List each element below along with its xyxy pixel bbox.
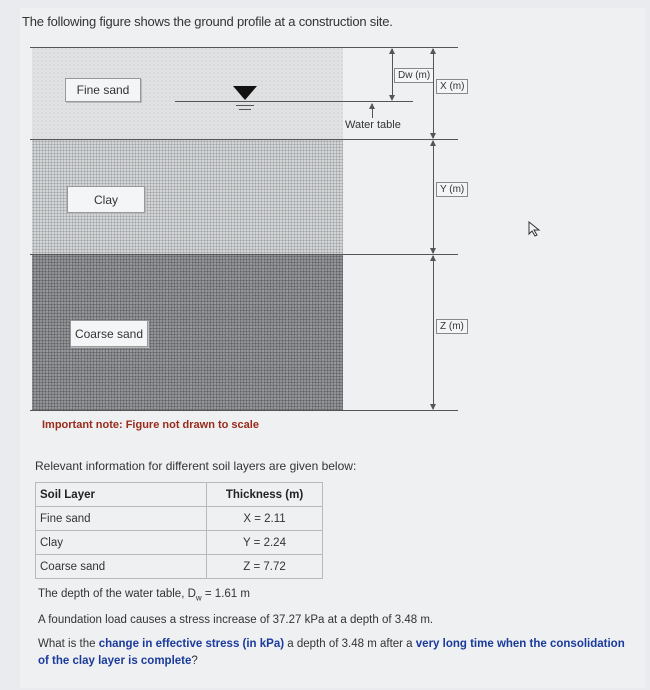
y-dimension-line [433, 141, 434, 253]
dw-dimension-line [392, 49, 393, 99]
clay-label: Clay [67, 186, 145, 213]
water-table-depth-text [38, 588, 250, 602]
x-label: X (m) [436, 79, 468, 94]
header-soil-layer: Soil Layer [36, 483, 207, 507]
x-arrow-down-icon [430, 133, 436, 139]
bottom-boundary [30, 410, 458, 411]
table-row [36, 555, 323, 579]
soil-thickness-table [35, 482, 323, 579]
question-emphasis: very long time when the consolidation of the clay layer is complete [38, 638, 625, 667]
cell-layer: Fine sand [36, 507, 207, 531]
load-text: A foundation load causes a stress increase of 37.27 kPa at a depth of 3.48 m. [38, 614, 434, 626]
wt-subscript: w [195, 593, 202, 603]
fine-sand-label: Fine sand [65, 78, 141, 102]
dw-arrow-up-icon [389, 48, 395, 54]
mouse-cursor-icon [527, 221, 541, 237]
table-row [36, 531, 323, 555]
header-thickness: Thickness (m) [207, 483, 323, 507]
wt-depth-label: The depth of the water table, D [38, 588, 196, 600]
cell-thickness: Z = 7.72 [207, 555, 323, 579]
cell-thickness: X = 2.11 [207, 507, 323, 531]
question-part: ? [191, 655, 198, 667]
z-arrow-down-icon [430, 404, 436, 410]
fine-clay-boundary [30, 139, 458, 140]
y-arrow-up-icon [430, 140, 436, 146]
cell-layer: Coarse sand [36, 555, 207, 579]
question-part: a depth of 3.48 m after a [284, 638, 416, 650]
water-table-arrow-icon [369, 103, 375, 109]
clay-coarse-boundary [30, 254, 458, 255]
y-label: Y (m) [436, 182, 468, 197]
z-arrow-up-icon [430, 255, 436, 261]
table-header-row [36, 483, 323, 507]
cell-thickness: Y = 2.24 [207, 531, 323, 555]
y-arrow-down-icon [430, 248, 436, 254]
x-dimension-line [433, 49, 434, 138]
wt-depth-value: = 1.61 m [201, 588, 250, 600]
water-table-mark-1 [236, 105, 254, 106]
water-table-line [175, 101, 413, 102]
table-row [36, 507, 323, 531]
water-table-mark-2 [239, 109, 251, 110]
question-emphasis: change in effective stress (in kPa) [98, 638, 285, 650]
intro-text: The following figure shows the ground profile at a construction site. [22, 14, 393, 29]
coarse-sand-label: Coarse sand [70, 320, 148, 347]
dw-arrow-down-icon [389, 95, 395, 101]
z-label: Z (m) [436, 319, 468, 334]
x-arrow-up-icon [430, 48, 436, 54]
z-dimension-line [433, 256, 434, 409]
dw-label: Dw (m) [394, 68, 434, 83]
water-table-triangle-icon [233, 86, 257, 100]
water-table-label: Water table [345, 119, 401, 131]
relevant-info-text: Relevant information for different soil layers are given below: [35, 459, 357, 473]
cell-layer: Clay [36, 531, 207, 555]
question-text [38, 636, 638, 670]
question-part: What is the [38, 638, 99, 650]
scale-note: Important note: Figure not drawn to scale [42, 419, 259, 431]
